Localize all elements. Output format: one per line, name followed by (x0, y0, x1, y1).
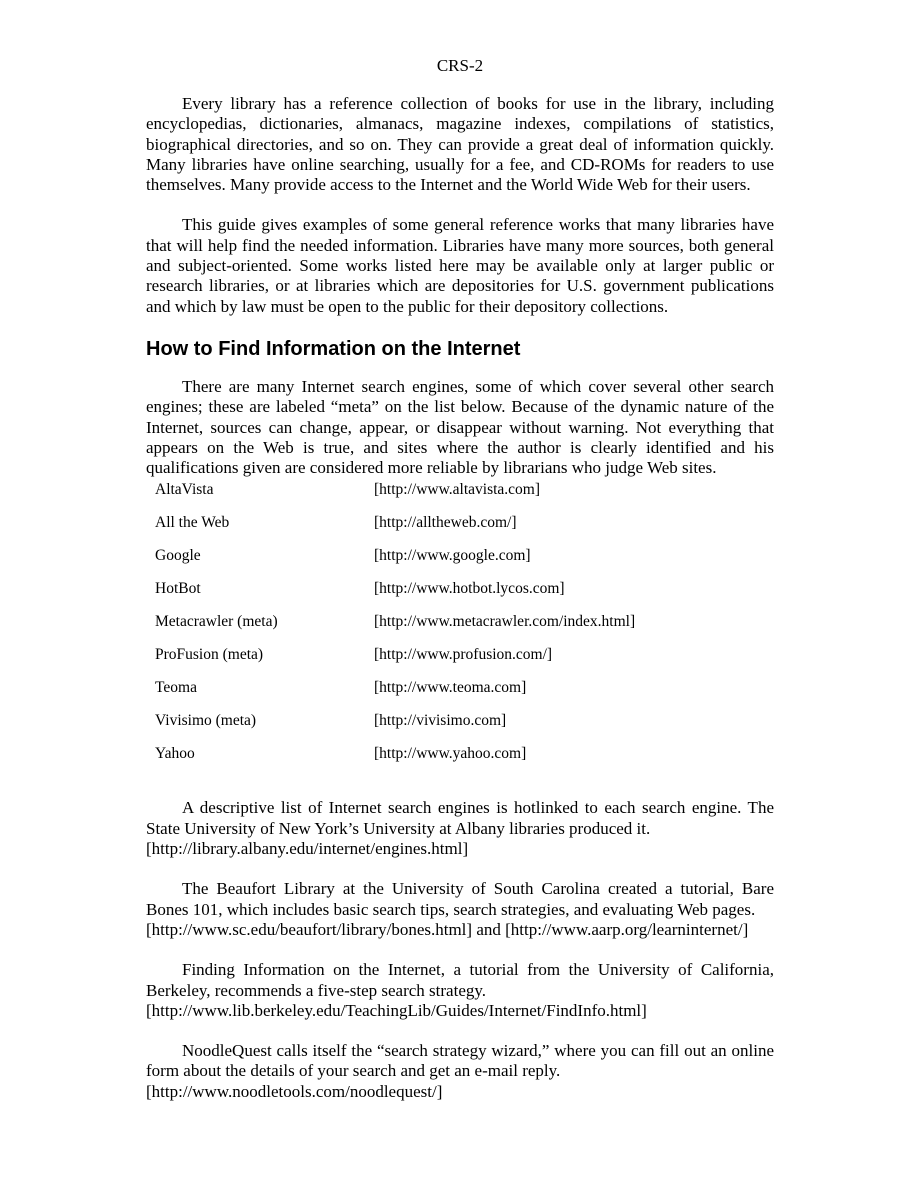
table-row (155, 481, 774, 514)
engine-name: All the Web (155, 514, 230, 532)
engine-url[interactable]: [http://alltheweb.com/] (374, 514, 517, 532)
resource-description: A descriptive list of Internet search engines is hotlinked to each search engine. The State University of New York’s University at Albany libraries produced it. (146, 798, 774, 838)
section-intro-paragraph: There are many Internet search engines, some of which cover several other search engines; these are labeled “meta” on the list below. Because of the dynamic nature of the Internet, sources can change, appear, or disappear without warning. Not everything that appears on the Web is true, and sites where the author is clearly identified and his qualifications given are considered more reliable by librarians who judge Web sites. (146, 376, 774, 478)
table-row (155, 745, 774, 778)
resource-description: Finding Information on the Internet, a tutorial from the University of California, Berkeley, recommends a five-step search strategy. (146, 960, 774, 1000)
resource-url[interactable]: [http://library.albany.edu/internet/engines.html] (146, 839, 469, 859)
engine-url[interactable]: [http://www.metacrawler.com/index.html] (374, 613, 636, 631)
engine-name: AltaVista (155, 481, 214, 499)
engine-name: HotBot (155, 580, 201, 598)
engine-url[interactable]: [http://www.google.com] (374, 547, 531, 565)
engine-url[interactable]: [http://www.profusion.com/] (374, 646, 553, 664)
intro-paragraph-1: Every library has a reference collection of books for use in the library, including encyclopedias, dictionaries, almanacs, magazine indexes, compilations of statistics, biographical directories, and so on. They can provide a great deal of information quickly. Many libraries have online searching, usually for a fee, and CD-ROMs for readers to use themselves. Many provide access to the Internet and the World Wide Web for their users. (146, 94, 774, 195)
table-row (155, 613, 774, 646)
table-row (155, 679, 774, 712)
resource-paragraph-beaufort (146, 879, 774, 940)
search-engine-table (155, 481, 774, 778)
resource-url[interactable]: [http://www.noodletools.com/noodlequest/] (146, 1081, 443, 1101)
resource-description: The Beaufort Library at the University of South Carolina created a tutorial, Bare Bones 101, which includes basic search tips, search strategies, and evaluating Web pages. (146, 879, 774, 919)
page-header: CRS-2 (436, 56, 484, 75)
engine-url[interactable]: [http://www.yahoo.com] (374, 745, 527, 763)
resource-paragraph-albany (146, 798, 774, 859)
engine-name: Vivisimo (meta) (155, 712, 257, 730)
document-body (146, 94, 774, 1122)
table-row (155, 646, 774, 679)
table-row (155, 514, 774, 547)
engine-url[interactable]: [http://vivisimo.com] (374, 712, 507, 730)
engine-name: Teoma (155, 679, 197, 697)
resource-url[interactable]: [http://www.sc.edu/beaufort/library/bones.html] and [http://www.aarp.org/learninternet/] (146, 919, 749, 939)
engine-url[interactable]: [http://www.altavista.com] (374, 481, 541, 499)
resource-description: NoodleQuest calls itself the “search strategy wizard,” where you can fill out an online form about the details of your search and get an e-mail reply. (146, 1041, 774, 1081)
engine-name: Yahoo (155, 745, 195, 763)
section-heading: How to Find Information on the Internet (146, 337, 521, 360)
engine-url[interactable]: [http://www.teoma.com] (374, 679, 527, 697)
table-row (155, 547, 774, 580)
resource-paragraph-berkeley (146, 960, 774, 1021)
table-row (155, 712, 774, 745)
engine-name: ProFusion (meta) (155, 646, 264, 664)
intro-paragraph-2: This guide gives examples of some general reference works that many libraries have that will help find the needed information. Libraries have many more sources, both general and subject-oriented. Some works listed here may be available only at larger public or research libraries, or at libraries which are depositories for U.S. government publications and which by law must be open to the public for their depository collections. (146, 215, 774, 316)
engine-name: Google (155, 547, 201, 565)
engine-url[interactable]: [http://www.hotbot.lycos.com] (374, 580, 565, 598)
resource-url[interactable]: [http://www.lib.berkeley.edu/TeachingLib/Guides/Internet/FindInfo.html] (146, 1000, 647, 1020)
engine-name: Metacrawler (meta) (155, 613, 278, 631)
table-row (155, 580, 774, 613)
resource-paragraph-noodlequest (146, 1041, 774, 1102)
